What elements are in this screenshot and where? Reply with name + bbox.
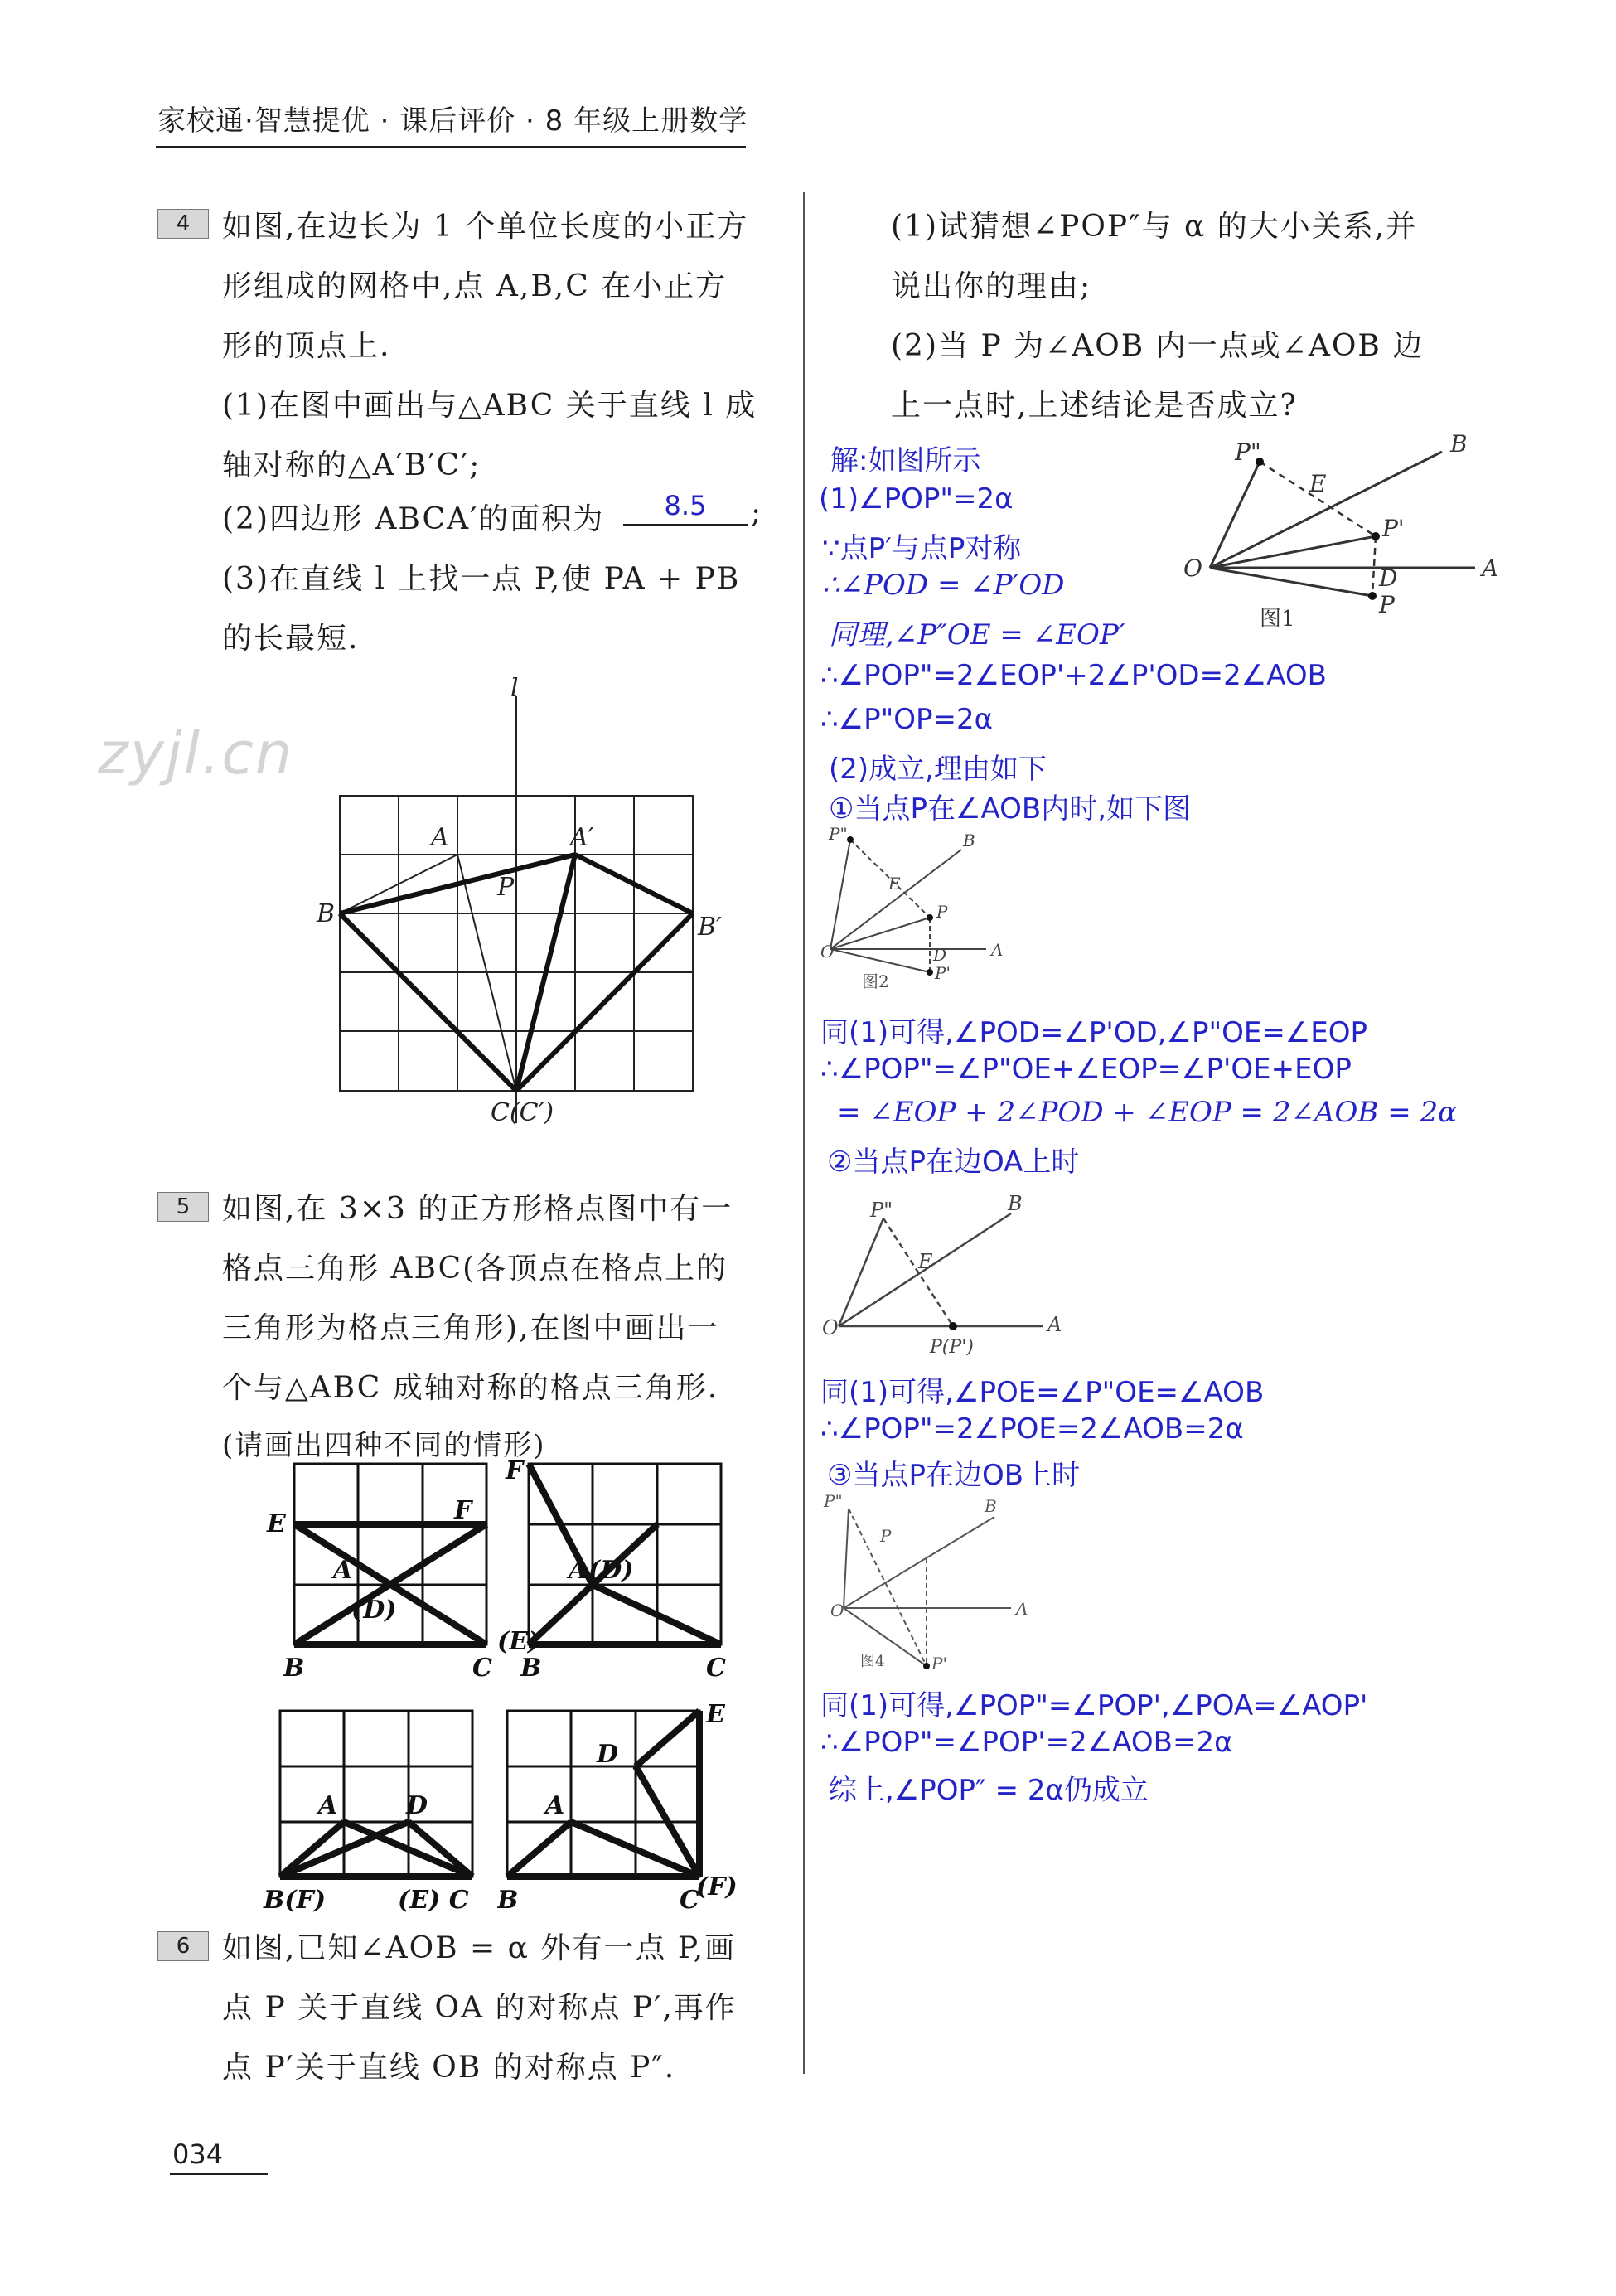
- g1-label-B: B: [283, 1654, 305, 1683]
- label-B-prime: B′: [698, 913, 722, 942]
- fig2-label-A: A: [991, 940, 1004, 960]
- fig1-label-A: A: [1482, 555, 1499, 582]
- q5-grid-4: [497, 1691, 746, 1931]
- q4-line-2: 形组成的网格中,点 A,B,C 在小正方: [222, 269, 728, 303]
- sol-p1-line-8: ①当点P在∠AOB内时,如下图: [829, 792, 1192, 826]
- fig1-label-E: E: [1309, 470, 1327, 497]
- page-header-title: 家校通·智慧提优 · 课后评价 · 8 年级上册数学: [157, 104, 748, 138]
- fig1-label-D: D: [1379, 564, 1398, 592]
- g4-label-E: E: [706, 1700, 725, 1729]
- q4-line-8: 的长最短.: [222, 622, 360, 656]
- fig3-label-B: B: [1008, 1194, 1023, 1215]
- q6-sub-line-2: 说出你的理由;: [891, 269, 1092, 303]
- fig3-label-P: P(P'): [930, 1337, 974, 1358]
- sol-p1-line-4: 同理,∠P″OE = ∠EOP′: [829, 618, 1125, 652]
- fig1-label-B: B: [1450, 430, 1468, 458]
- g4-label-B: B: [497, 1886, 519, 1915]
- q4-line-6: (2)四边形 ABCA′的面积为: [222, 502, 605, 536]
- g2-label-D: (D): [588, 1556, 634, 1585]
- header-rule: [156, 146, 746, 148]
- sol-p1-line-6: ∴∠P"OP=2α: [820, 703, 994, 736]
- g1-label-A: A: [333, 1556, 353, 1585]
- label-C: C(C′): [491, 1098, 554, 1127]
- g1-label-D: (D): [351, 1596, 397, 1625]
- q6-line-3: 点 P′关于直线 OB 的对称点 P″.: [222, 2051, 676, 2085]
- sol-p3-line-2: ∴∠POP"=2∠POE=2∠AOB=2α: [820, 1412, 1244, 1446]
- g4-label-D: D: [597, 1740, 619, 1769]
- sol-p1-line-5: ∴∠POP"=2∠EOP'+2∠P'OD=2∠AOB: [820, 659, 1327, 692]
- g3-label-BF: B(F): [264, 1886, 327, 1915]
- label-A-prime: A′: [570, 823, 594, 852]
- page-number-rule: [170, 2173, 268, 2175]
- question-number-6: 6: [157, 1931, 209, 1961]
- fig4-label-O: O: [830, 1601, 844, 1620]
- g1-label-F: F: [454, 1496, 472, 1525]
- fig2-label-O: O: [820, 942, 835, 962]
- sol-p2-line-1: 同(1)可得,∠POD=∠P'OD,∠P"OE=∠EOP: [820, 1016, 1368, 1049]
- fig3-label-E: E: [918, 1250, 933, 1273]
- fig2-label-B: B: [963, 831, 975, 850]
- q5-grid-2: [497, 1452, 746, 1693]
- q4-grid-figure: [315, 671, 746, 1136]
- fig2-label-D: D: [933, 945, 947, 965]
- sol-p2-line-3: = ∠EOP + 2∠POD + ∠EOP = 2∠AOB = 2α: [837, 1096, 1458, 1129]
- watermark: zyjl.cn: [98, 719, 294, 787]
- q4-line-1: 如图,在边长为 1 个单位长度的小正方: [222, 210, 749, 244]
- question-number-4: 4: [157, 209, 209, 239]
- sol-p3-line-3: ③当点P在边OB上时: [827, 1459, 1081, 1492]
- q4-answer-blank: 8.5: [623, 487, 748, 526]
- q6-sub-line-1: (1)试猜想∠POP″与 α 的大小关系,并: [891, 210, 1418, 244]
- page-number: 034: [172, 2139, 224, 2170]
- g4-label-F: (F): [696, 1872, 738, 1901]
- q5-line-2: 格点三角形 ABC(各顶点在格点上的: [222, 1252, 728, 1286]
- q5-grid-3: [257, 1691, 522, 1931]
- fig1-label-P: P: [1379, 591, 1395, 618]
- fig2-label-P: P: [936, 902, 948, 922]
- q4-line-3: 形的顶点上.: [222, 329, 391, 363]
- solution-figure-1: [1177, 427, 1508, 642]
- fig3-label-A: A: [1047, 1313, 1062, 1336]
- sol-p2-line-2: ∴∠POP"=∠P"OE+∠EOP=∠P'OE+EOP: [820, 1053, 1352, 1086]
- label-P: P: [497, 873, 515, 902]
- column-divider: [803, 192, 805, 2074]
- fig2-caption: 图2: [862, 971, 889, 991]
- sol-p4-line-2: ∴∠POP"=∠POP'=2∠AOB=2α: [820, 1726, 1233, 1759]
- fig4-label-P: P: [880, 1526, 892, 1546]
- fig2-label-P2: P": [829, 825, 848, 844]
- fig1-label-O: O: [1183, 555, 1202, 582]
- g3-label-D: D: [406, 1791, 428, 1820]
- sol-p1-line-1: (1)∠POP"=2α: [819, 482, 1014, 516]
- bold-segment-BprimeC: [516, 913, 693, 1091]
- fig1-label-P2: P": [1235, 438, 1261, 466]
- label-A: A: [431, 823, 449, 852]
- q6-sub-line-3: (2)当 P 为∠AOB 内一点或∠AOB 边: [891, 329, 1425, 363]
- fig4-label-B: B: [985, 1496, 997, 1516]
- q6-line-1: 如图,已知∠AOB = α 外有一点 P,画: [222, 1931, 737, 1965]
- sol-p2-line-4: ②当点P在边OA上时: [827, 1146, 1080, 1179]
- g4-label-C: C: [680, 1886, 699, 1915]
- q5-line-1: 如图,在 3×3 的正方形格点图中有一: [222, 1192, 733, 1226]
- fig4-caption: 图4: [860, 1653, 885, 1670]
- g3-label-EC: (E) C: [398, 1886, 469, 1915]
- g2-label-B: B: [520, 1654, 542, 1683]
- solution-figure-2: [820, 825, 1019, 991]
- bold-segment-BC: [340, 913, 516, 1091]
- fig3-label-O: O: [822, 1316, 839, 1339]
- q5-line-5: (请画出四种不同的情形): [222, 1429, 546, 1462]
- fig4-label-P2: P": [824, 1492, 843, 1511]
- fig2-label-P1: P': [935, 963, 951, 983]
- fig4-label-P1: P': [931, 1654, 947, 1674]
- solution-figure-3: [820, 1194, 1077, 1359]
- g4-label-A: A: [545, 1791, 565, 1820]
- sol-p1-line-2: ∵点P′与点P对称: [822, 532, 1022, 565]
- fig4-label-A: A: [1016, 1599, 1028, 1619]
- label-B: B: [317, 899, 336, 928]
- q4-blank-semicolon: ;: [751, 496, 763, 530]
- sol-p1-line-7: (2)成立,理由如下: [829, 753, 1047, 786]
- q5-grid-1: [265, 1452, 514, 1693]
- sol-p1-line-3: ∴∠POD = ∠P′OD: [822, 569, 1065, 602]
- fig2-label-E: E: [888, 874, 901, 894]
- g2-label-E: (E): [497, 1627, 540, 1656]
- sol-p3-line-1: 同(1)可得,∠POE=∠P"OE=∠AOB: [820, 1376, 1265, 1409]
- q6-line-2: 点 P 关于直线 OA 的对称点 P′,再作: [222, 1991, 737, 2025]
- label-l: l: [510, 674, 519, 703]
- sol-p4-line-1: 同(1)可得,∠POP"=∠POP',∠POA=∠AOP': [820, 1689, 1368, 1722]
- fig1-caption: 图1: [1260, 607, 1295, 632]
- g1-label-E: E: [267, 1509, 286, 1538]
- question-number-5: 5: [157, 1192, 209, 1222]
- fig1-label-P1: P': [1382, 515, 1405, 542]
- g2-label-C: C: [706, 1654, 726, 1683]
- q5-line-4: 个与△ABC 成轴对称的格点三角形.: [222, 1371, 719, 1405]
- fig3-label-P2: P": [870, 1199, 893, 1222]
- g2-label-A: A: [569, 1556, 588, 1585]
- q6-sub-line-4: 上一点时,上述结论是否成立?: [891, 389, 1298, 423]
- g2-label-F: F: [506, 1456, 524, 1485]
- q4-line-5: 轴对称的△A′B′C′;: [222, 448, 481, 482]
- g1-label-C: C: [472, 1654, 492, 1683]
- solution-intro: 解:如图所示: [830, 444, 981, 477]
- q4-line-7: (3)在直线 l 上找一点 P,使 PA + PB: [222, 562, 741, 596]
- g3-label-A: A: [318, 1791, 338, 1820]
- q4-line-4: (1)在图中画出与△ABC 关于直线 l 成: [222, 389, 757, 423]
- sol-p4-line-3: 综上,∠POP″ = 2α仍成立: [829, 1774, 1149, 1807]
- solution-figure-4: [820, 1492, 1036, 1683]
- q5-line-3: 三角形为格点三角形),在图中画出一: [222, 1311, 719, 1345]
